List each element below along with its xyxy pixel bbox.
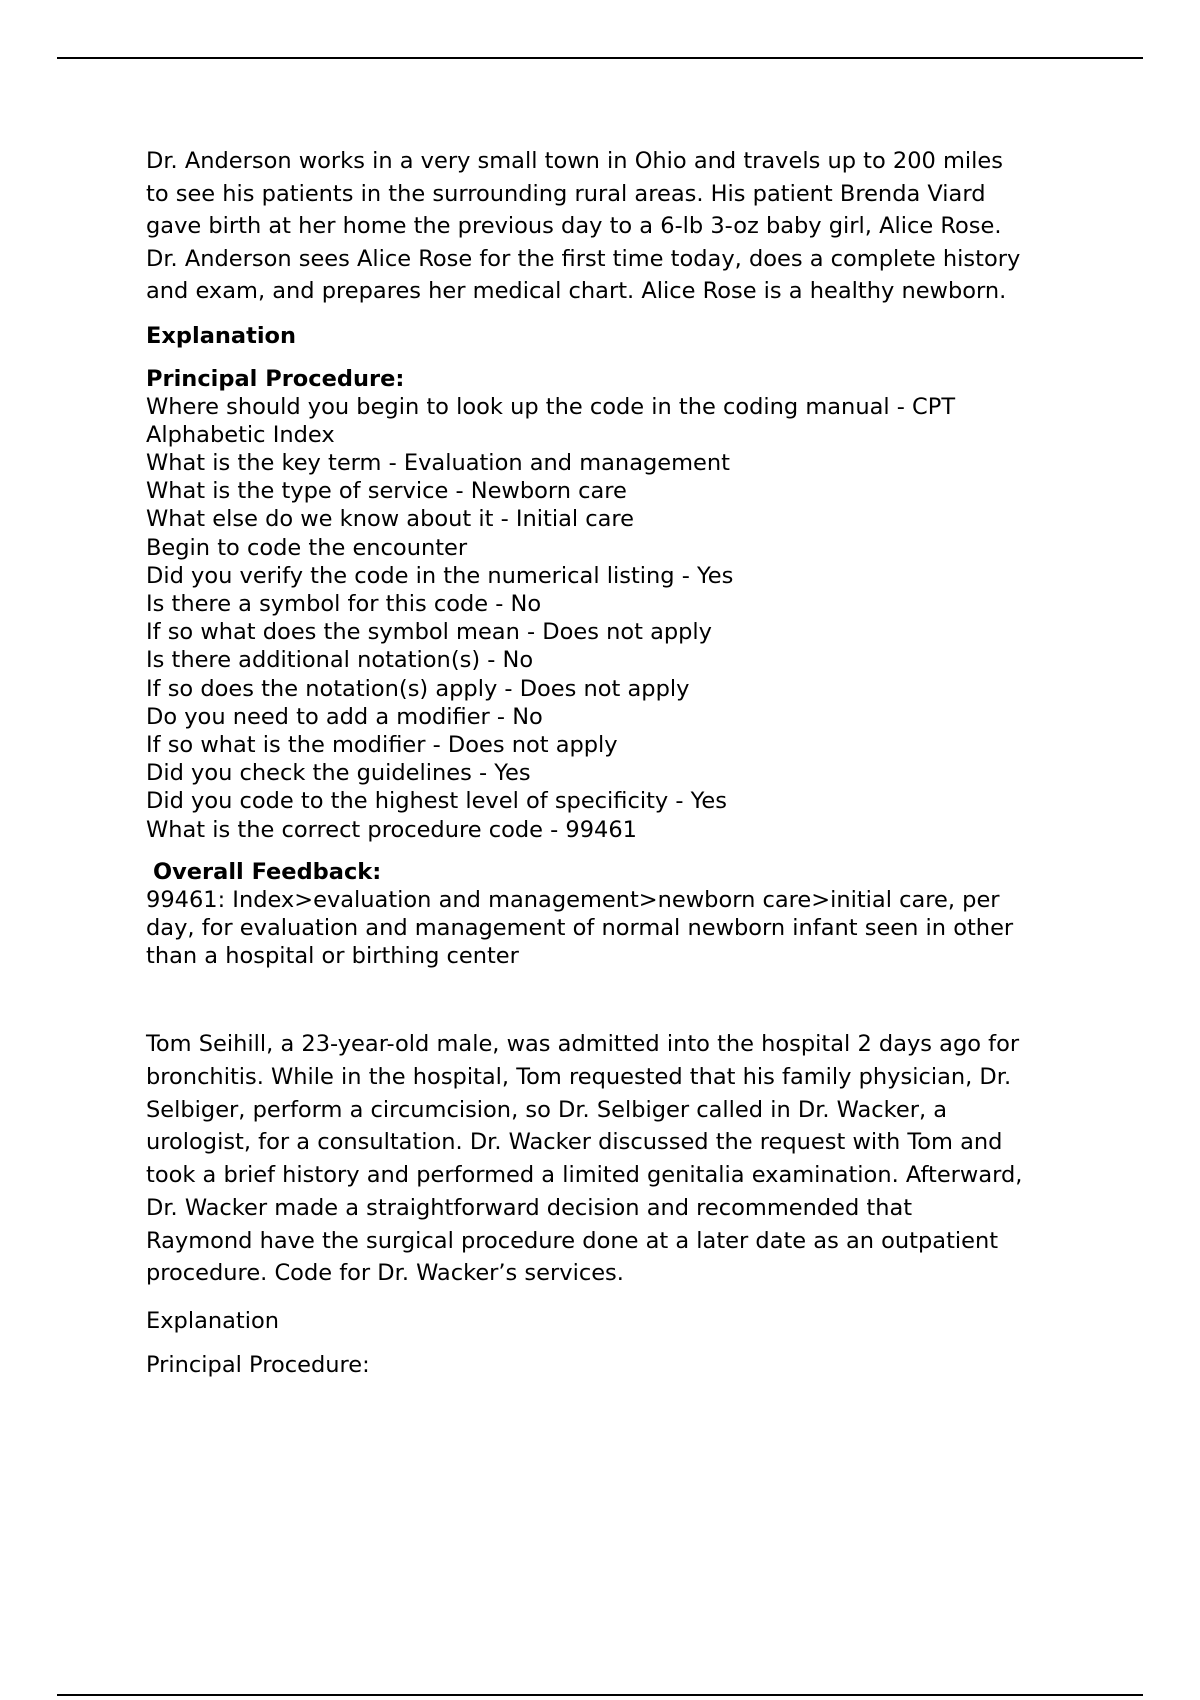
coding-step-line: Did you code to the highest level of specificity - Yes	[146, 788, 727, 815]
coding-step-line: What else do we know about it - Initial care	[146, 506, 635, 533]
paragraph-line: Dr. Anderson works in a very small town in Ohio and travels up to 200 miles	[146, 148, 1003, 174]
paragraph-line: and exam, and prepares her medical chart. Alice Rose is a healthy newborn.	[146, 278, 1007, 304]
case1-feedback-text	[146, 886, 1116, 971]
paragraph-line: took a brief history and performed a limited genitalia examination. Afterward,	[146, 1162, 1023, 1189]
bottom-rule	[57, 1694, 1143, 1696]
coding-step-line: Where should you begin to look up the code in the coding manual - CPT	[146, 393, 956, 420]
paragraph-line: Selbiger, perform a circumcision, so Dr. Selbiger called in Dr. Wacker, a	[146, 1096, 948, 1123]
coding-step-line: Did you check the guidelines - Yes	[146, 760, 531, 787]
coding-step-line: Alphabetic Index	[146, 421, 335, 448]
feedback-line: 99461: Index>evaluation and management>newborn care>initial care, per	[146, 886, 1000, 913]
paragraph-line: Dr. Wacker made a straightforward decision and recommended that	[146, 1194, 913, 1221]
coding-step-line: Did you verify the code in the numerical listing - Yes	[146, 562, 734, 589]
paragraph-line: procedure. Code for Dr. Wacker’s services.	[146, 1260, 624, 1287]
paragraph-line: Dr. Anderson sees Alice Rose for the first time today, does a complete history	[146, 245, 1021, 272]
paragraph-line: to see his patients in the surrounding rural areas. His patient Brenda Viard	[146, 180, 986, 207]
coding-step-line: What is the type of service - Newborn care	[146, 478, 627, 505]
coding-step-line: If so does the notation(s) apply - Does not apply	[146, 675, 690, 702]
coding-step-line: Begin to code the encounter	[146, 534, 468, 561]
coding-step-line: Do you need to add a modifier - No	[146, 703, 543, 730]
coding-step-line: Is there a symbol for this code - No	[146, 590, 542, 617]
feedback-line: than a hospital or birthing center	[146, 943, 519, 970]
paragraph-line: Raymond have the surgical procedure done at a later date as an outpatient	[146, 1227, 999, 1254]
case1-coding-steps	[146, 393, 1116, 844]
case2-scenario-paragraph	[146, 1028, 1116, 1290]
case1-overall-feedback-heading: Overall Feedback:	[153, 858, 382, 885]
coding-step-line: What is the key term - Evaluation and management	[146, 449, 730, 476]
document-body	[146, 145, 1116, 1379]
case1-principal-procedure-heading: Principal Procedure:	[146, 365, 405, 392]
coding-step-line: If so what is the modifier - Does not apply	[146, 731, 618, 758]
case2-principal-procedure-heading: Principal Procedure:	[146, 1351, 370, 1378]
coding-step-line: Is there additional notation(s) - No	[146, 647, 534, 674]
coding-step-line: What is the correct procedure code - 99461	[146, 816, 637, 843]
case1-explanation-heading: Explanation	[146, 322, 297, 349]
paragraph-line: bronchitis. While in the hospital, Tom requested that his family physician, Dr.	[146, 1064, 1012, 1091]
paragraph-line: urologist, for a consultation. Dr. Wacker discussed the request with Tom and	[146, 1129, 1003, 1156]
coding-step-line: If so what does the symbol mean - Does not apply	[146, 619, 712, 646]
top-rule	[57, 57, 1143, 59]
case2-explanation-heading: Explanation	[146, 1307, 280, 1334]
paragraph-line: Tom Seihill, a 23-year-old male, was admitted into the hospital 2 days ago for	[146, 1031, 1020, 1058]
feedback-line: day, for evaluation and management of normal newborn infant seen in other	[146, 914, 1014, 941]
paragraph-line: gave birth at her home the previous day to a 6-lb 3-oz baby girl, Alice Rose.	[146, 213, 1002, 239]
case1-scenario-paragraph	[146, 145, 1116, 308]
